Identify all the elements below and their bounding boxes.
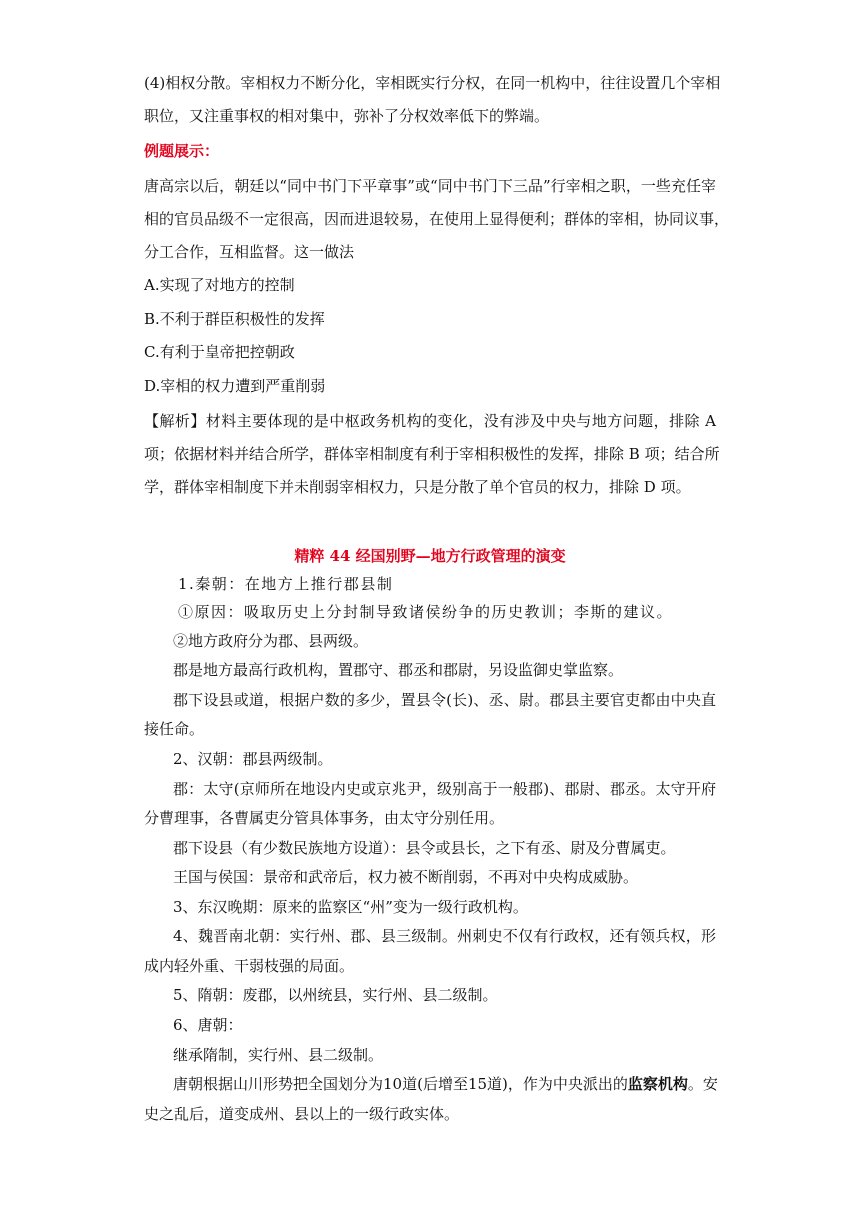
qin-levels: ②地方政府分为郡、县两级。 bbox=[173, 632, 369, 650]
tang-dao-text: 唐朝根据山川形势把全国划分为10道(后增至15道)，作为中央派出的 bbox=[173, 1075, 628, 1093]
weijin-line: 成内轻外重、干弱枝强的局面。 bbox=[144, 957, 355, 975]
qin-xian-line: 接任命。 bbox=[144, 720, 205, 738]
sui-item: 5、隋朝：废郡，以州统县，实行州、县二级制。 bbox=[173, 986, 498, 1004]
analysis-line: 项；依据材料并结合所学，群体宰相制度有利于宰相积极性的发挥，排除 B 项；结合所 bbox=[144, 445, 720, 463]
han-jun-line: 分曹理事，各曹属吏分管具体事务，由太守分别任用。 bbox=[144, 809, 505, 827]
tang-dao-text-end: 。安 bbox=[687, 1075, 718, 1093]
qin-heading: 1.秦朝：在地方上推行郡县制 bbox=[178, 575, 394, 593]
option-d: D.宰相的权力遭到严重削弱 bbox=[144, 377, 326, 395]
option-b: B.不利于群臣积极性的发挥 bbox=[144, 310, 325, 328]
option-c: C.有利于皇帝把控朝政 bbox=[144, 343, 295, 361]
tang-dao-emphasis: 监察机构 bbox=[627, 1075, 688, 1093]
analysis-line: 【解析】材料主要体现的是中枢政务机构的变化，没有涉及中央与地方问题，排除 A bbox=[144, 412, 716, 430]
option-a: A.实现了对地方的控制 bbox=[144, 276, 295, 294]
question-stem-line: 相的官员品级不一定很高，因而进退较易，在使用上显得便利；群体的宰相，协同议事， bbox=[144, 210, 730, 228]
tang-dao-line: 史之乱后，道变成州、县以上的一级行政实体。 bbox=[144, 1105, 460, 1123]
example-heading: 例题展示： bbox=[144, 142, 220, 160]
tang-inherit: 继承隋制，实行州、县二级制。 bbox=[173, 1046, 384, 1064]
tang-dao-line bbox=[173, 1074, 716, 1094]
intro-paragraph-line: 职位，又注重事权的相对集中，弥补了分权效率低下的弊端。 bbox=[144, 107, 550, 125]
qin-xian-line: 郡下设县或道，根据户数的多少，置县令(长)、丞、尉。郡县主要官吏都由中央直 bbox=[173, 691, 716, 709]
weijin-line: 4、魏晋南北朝：实行州、郡、县三级制。州刺史不仅有行政权，还有领兵权，形 bbox=[173, 927, 716, 945]
han-wangguo: 王国与侯国：景帝和武帝后，权力被不断削弱，不再对中央构成威胁。 bbox=[173, 868, 639, 886]
analysis-line: 学，群体宰相制度下并未削弱宰相权力，只是分散了单个官员的权力，排除 D 项。 bbox=[144, 478, 691, 496]
question-stem-line: 分工合作，互相监督。这一做法 bbox=[144, 243, 355, 261]
donghan-item: 3、东汉晚期：原来的监察区“州”变为一级行政机构。 bbox=[173, 898, 528, 916]
qin-jun: 郡是地方最高行政机构，置郡守、郡丞和郡尉，另设监御史掌监察。 bbox=[173, 661, 624, 679]
section-title: 精粹 44 经国别野—地方行政管理的演变 bbox=[294, 547, 566, 565]
question-stem-line: 唐高宗以后，朝廷以“同中书门下平章事”或“同中书门下三品”行宰相之职，一些充任宰 bbox=[144, 177, 716, 195]
intro-paragraph-line: (4)相权分散。宰相权力不断分化，宰相既实行分权，在同一机构中，往往设置几个宰相 bbox=[144, 74, 721, 92]
qin-reason: ①原因：吸取历史上分封制导致诸侯纷争的历史教训；李斯的建议。 bbox=[178, 603, 674, 621]
han-heading: 2、汉朝：郡县两级制。 bbox=[173, 750, 333, 768]
han-xian: 郡下设县（有少数民族地方设道）：县令或县长，之下有丞、尉及分曹属吏。 bbox=[173, 839, 676, 857]
tang-heading: 6、唐朝： bbox=[173, 1016, 243, 1034]
han-jun-line: 郡：太守(京师所在地设内史或京兆尹，级别高于一般郡)、郡尉、郡丞。太守开府 bbox=[173, 780, 716, 798]
